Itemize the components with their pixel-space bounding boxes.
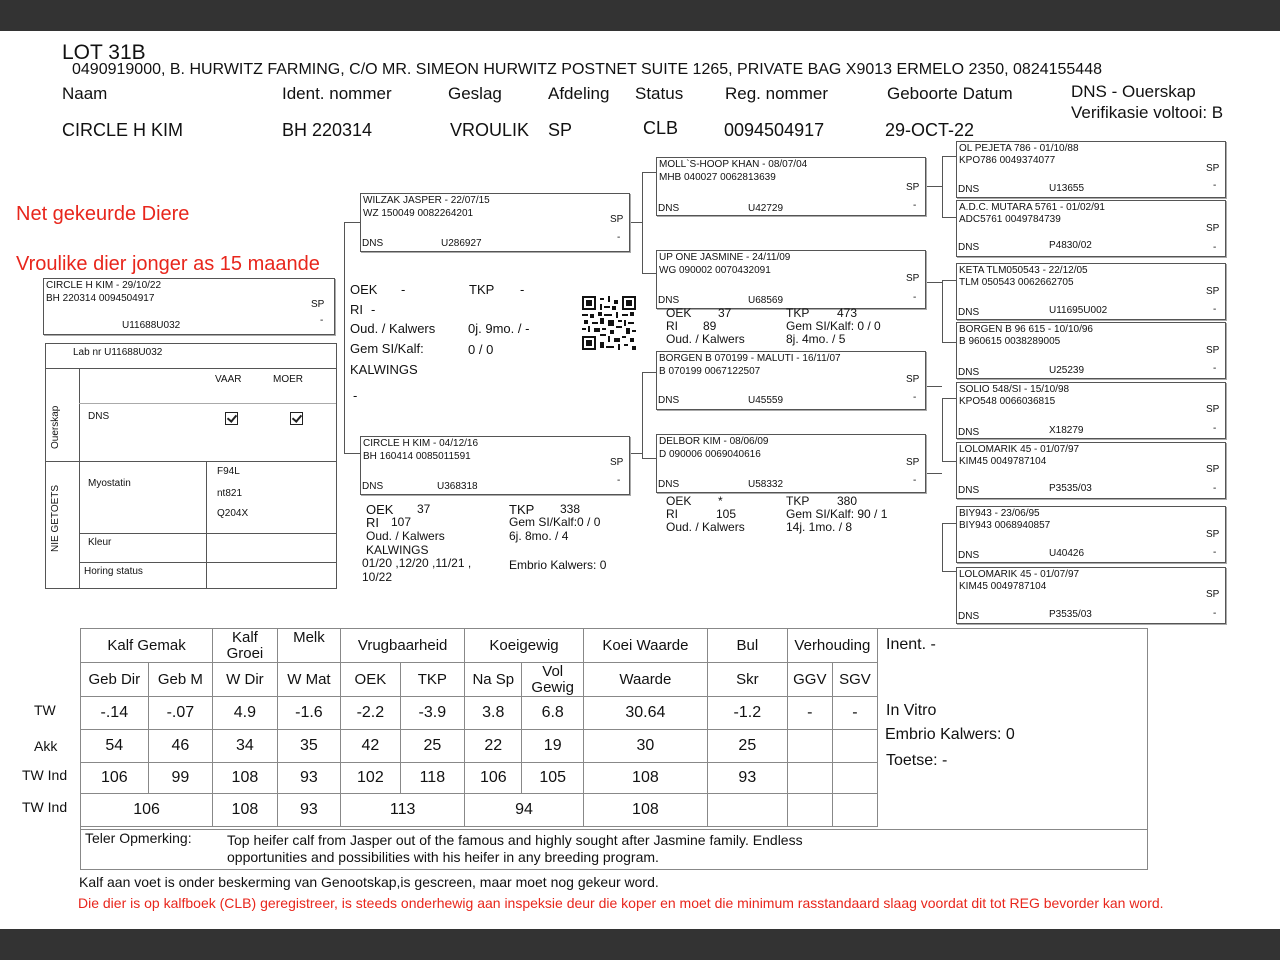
ggp-line1: LOLOMARIK 45 - 01/07/97 bbox=[959, 444, 1080, 455]
gp-line2: WG 090002 0070432091 bbox=[659, 265, 771, 276]
twind-cell bbox=[832, 763, 877, 794]
ggp-code: P3535/03 bbox=[1049, 609, 1092, 620]
twind-cell: 93 bbox=[277, 763, 341, 794]
sire-gem-value: 0 / 0 bbox=[468, 342, 494, 357]
ggp-card-4 bbox=[956, 322, 1226, 379]
akk-cell: 46 bbox=[148, 730, 213, 763]
sire-ri-value: - bbox=[371, 302, 376, 317]
col-vol-gewig: Vol Gewig bbox=[522, 663, 583, 697]
subject-dash: - bbox=[320, 315, 324, 326]
pgd-tkp-value: 473 bbox=[837, 306, 858, 320]
akk-cell: 19 bbox=[522, 730, 583, 763]
bottom-bar bbox=[0, 929, 1280, 960]
ggp-line1: BORGEN B 96 615 - 10/10/96 bbox=[959, 324, 1093, 335]
mgd-ri-label: RI bbox=[666, 507, 678, 521]
tw-cell: -.07 bbox=[148, 697, 213, 730]
ggp-line2: KPO786 0049374077 bbox=[959, 155, 1056, 166]
group-vrugbaarheid: Vrugbaarheid bbox=[341, 629, 465, 663]
twind-cell: 105 bbox=[522, 763, 583, 794]
tw-cell: - bbox=[787, 697, 832, 730]
vaar-check-icon bbox=[225, 412, 238, 425]
twind2-cell: 106 bbox=[81, 794, 213, 827]
dns-ouerskap: DNS - Ouerskap bbox=[1071, 82, 1196, 101]
ggp-sp: SP bbox=[1206, 404, 1220, 415]
sire-gem-label: Gem SI/Kalf: bbox=[350, 341, 424, 356]
ggp-dash: - bbox=[1213, 363, 1217, 374]
seller-info: 0490919000, B. HURWITZ FARMING, C/O MR. SIMEON HURWITZ POSTNET SUITE 1265, PRIVATE BAG X9013 ERMELO 2350, 0824155448 bbox=[72, 61, 1102, 78]
twind-cell: 108 bbox=[213, 763, 278, 794]
side-ouerskap: Ouerskap bbox=[50, 405, 61, 449]
pgd-ri-value: 89 bbox=[703, 319, 717, 333]
side-nie-getoets: NIE GETOETS bbox=[50, 484, 61, 552]
dam-sp: SP bbox=[610, 457, 624, 468]
dam-ri-value: 107 bbox=[391, 515, 412, 529]
col-tkp: TKP bbox=[400, 663, 465, 697]
col-w-dir: W Dir bbox=[213, 663, 278, 697]
ggp-dash: - bbox=[1213, 242, 1217, 253]
mgd-oud-label: Oud. / Kalwers bbox=[666, 520, 745, 534]
sire-line2: WZ 150049 0082264201 bbox=[363, 208, 474, 219]
subject-card bbox=[43, 278, 335, 335]
akk-cell: 54 bbox=[81, 730, 149, 763]
dam-gem: Gem SI/Kalf:0 / 0 bbox=[509, 515, 601, 529]
group-koeigewig: Koeigewig bbox=[465, 629, 584, 663]
group-koei-waarde: Koei Waarde bbox=[583, 629, 707, 663]
ggp-card-5 bbox=[956, 382, 1226, 439]
sire-code: U286927 bbox=[441, 238, 482, 249]
col-ggv: GGV bbox=[787, 663, 832, 697]
teler-text-2: opportunities and possibilities with his heifer in any breeding program. bbox=[227, 849, 659, 865]
dam-dates-1: 01/20 ,12/20 ,11/21 , bbox=[362, 556, 472, 570]
gp-dash: - bbox=[913, 392, 917, 403]
ggp-line2: ADC5761 0049784739 bbox=[959, 214, 1061, 225]
side-invitro: In Vitro bbox=[886, 702, 937, 719]
twind-cell: 106 bbox=[81, 763, 149, 794]
gp-line1: MOLL`S-HOOP KHAN - 08/07/04 bbox=[659, 159, 808, 170]
twind2-cell: 93 bbox=[277, 794, 341, 827]
gp-line1: DELBOR KIM - 08/06/09 bbox=[659, 436, 769, 447]
ggp-code: P4830/02 bbox=[1049, 240, 1092, 251]
lab-horing: Horing status bbox=[84, 566, 143, 577]
akk-cell: 42 bbox=[341, 730, 400, 763]
ggp-line2: BIY943 0068940857 bbox=[959, 520, 1051, 531]
dam-embrio: Embrio Kalwers: 0 bbox=[509, 558, 607, 572]
twind2-cell: 113 bbox=[341, 794, 465, 827]
ggp-dns: DNS bbox=[958, 367, 980, 378]
pgd-gem: Gem SI/Kalf: 0 / 0 bbox=[786, 319, 881, 333]
col-geb-m: Geb M bbox=[148, 663, 213, 697]
gp-dns: DNS bbox=[658, 295, 680, 306]
gp-dns: DNS bbox=[658, 479, 680, 490]
note-gekeurde: Net gekeurde Diere bbox=[16, 203, 190, 225]
ggp-card-3 bbox=[956, 263, 1226, 320]
ggp-sp: SP bbox=[1206, 345, 1220, 356]
ggp-dns: DNS bbox=[958, 242, 980, 253]
gp-sp: SP bbox=[906, 273, 920, 284]
akk-cell bbox=[787, 730, 832, 763]
col-geb-dir: Geb Dir bbox=[81, 663, 149, 697]
row-label-twind: TW Ind bbox=[22, 767, 68, 783]
akk-cell: 34 bbox=[213, 730, 278, 763]
side-inent: Inent. - bbox=[886, 636, 936, 653]
gp-card-3 bbox=[656, 351, 926, 410]
gp-line2: B 070199 0067122507 bbox=[659, 366, 761, 377]
mgd-gem: Gem SI/Kalf: 90 / 1 bbox=[786, 507, 888, 521]
myo-value-3: Q204X bbox=[217, 508, 249, 519]
dam-tkp-label: TKP bbox=[509, 502, 535, 517]
pgd-oek-label: OEK bbox=[666, 306, 692, 320]
ggp-dash: - bbox=[1213, 547, 1217, 558]
tw-cell: -3.9 bbox=[400, 697, 465, 730]
ggp-code: U40426 bbox=[1049, 548, 1085, 559]
tw-cell: 6.8 bbox=[522, 697, 583, 730]
ggp-sp: SP bbox=[1206, 163, 1220, 174]
ggp-line1: A.D.C. MUTARA 5761 - 01/02/91 bbox=[959, 202, 1105, 213]
group-verhouding: Verhouding bbox=[787, 629, 877, 663]
subject-line1: CIRCLE H KIM - 29/10/22 bbox=[46, 280, 162, 291]
col-waarde: Waarde bbox=[583, 663, 707, 697]
lab-box bbox=[45, 343, 337, 589]
gp-code: U58332 bbox=[748, 479, 784, 490]
group-melk: Melk bbox=[277, 629, 341, 663]
ggp-line1: KETA TLM050543 - 22/12/05 bbox=[959, 265, 1088, 276]
ggp-card-6 bbox=[956, 442, 1226, 499]
subject-line2: BH 220314 0094504917 bbox=[46, 293, 155, 304]
tw-cell: -1.2 bbox=[707, 697, 787, 730]
tw-cell: 3.8 bbox=[465, 697, 522, 730]
lab-vaar: VAAR bbox=[215, 374, 242, 385]
animal-ident: BH 220314 bbox=[282, 120, 373, 140]
sire-tkp-value: - bbox=[520, 282, 525, 297]
tw-cell: -2.2 bbox=[341, 697, 400, 730]
ggp-dash: - bbox=[1213, 608, 1217, 619]
sire-kalwings: KALWINGS bbox=[350, 362, 418, 377]
dam-oek-label: OEK bbox=[366, 502, 394, 517]
pgd-oud-label: Oud. / Kalwers bbox=[666, 332, 745, 346]
lab-dns: DNS bbox=[88, 411, 110, 422]
dam-code: U368318 bbox=[437, 481, 478, 492]
col-sgv: SGV bbox=[832, 663, 877, 697]
animal-status: CLB bbox=[643, 118, 679, 138]
ggp-dash: - bbox=[1213, 180, 1217, 191]
ggp-sp: SP bbox=[1206, 464, 1220, 475]
twind-cell: 93 bbox=[707, 763, 787, 794]
lab-nr: Lab nr U11688U032 bbox=[73, 347, 163, 358]
twind-cell bbox=[787, 763, 832, 794]
ggp-dns: DNS bbox=[958, 307, 980, 318]
hdr-status: Status bbox=[635, 84, 684, 103]
sire-card bbox=[360, 193, 630, 252]
dam-line1: CIRCLE H KIM - 04/12/16 bbox=[363, 438, 479, 449]
ggp-card-8 bbox=[956, 567, 1226, 624]
akk-cell: 25 bbox=[707, 730, 787, 763]
gp-card-1 bbox=[656, 157, 926, 216]
ggp-line2: KIM45 0049787104 bbox=[959, 581, 1047, 592]
col-oek: OEK bbox=[341, 663, 400, 697]
ggp-line2: KPO548 0066036815 bbox=[959, 396, 1056, 407]
sire-ri-label: RI bbox=[350, 302, 363, 317]
ggp-card-1 bbox=[956, 141, 1226, 198]
group-kalf-gemak: Kalf Gemak bbox=[81, 629, 213, 663]
ggp-code: P3535/03 bbox=[1049, 483, 1092, 494]
note-vroulike: Vroulike dier jonger as 15 maande bbox=[16, 253, 320, 275]
animal-geboorte: 29-OCT-22 bbox=[885, 120, 975, 140]
col-na-sp: Na Sp bbox=[465, 663, 522, 697]
row-label-twind-2: TW Ind bbox=[22, 799, 68, 815]
ggp-sp: SP bbox=[1206, 589, 1220, 600]
hdr-reg: Reg. nommer bbox=[725, 84, 828, 103]
hdr-naam: Naam bbox=[62, 84, 108, 103]
animal-naam: CIRCLE H KIM bbox=[62, 120, 184, 140]
gp-card-2 bbox=[656, 250, 926, 309]
pgd-tkp-label: TKP bbox=[786, 306, 810, 320]
group-bul: Bul bbox=[707, 629, 787, 663]
twind-cell: 106 bbox=[465, 763, 522, 794]
gp-line2: MHB 040027 0062813639 bbox=[659, 172, 776, 183]
gp-card-4 bbox=[656, 434, 926, 493]
mgd-tkp-label: TKP bbox=[786, 494, 810, 508]
ggp-dns: DNS bbox=[958, 611, 980, 622]
sire-tkp-label: TKP bbox=[469, 282, 495, 297]
sire-oud-label: Oud. / Kalwers bbox=[350, 321, 436, 336]
pgd-oek-value: 37 bbox=[718, 306, 732, 320]
gp-code: U45559 bbox=[748, 395, 784, 406]
twind2-cell: 108 bbox=[583, 794, 707, 827]
tw-cell: 30.64 bbox=[583, 697, 707, 730]
ggp-line1: OL PEJETA 786 - 01/10/88 bbox=[959, 143, 1079, 154]
row-label-akk: Akk bbox=[34, 738, 58, 754]
sire-dash: - bbox=[617, 232, 621, 243]
gp-line2: D 090006 0069040616 bbox=[659, 449, 761, 460]
dam-kalwings: KALWINGS bbox=[366, 543, 429, 557]
sire-oek-value: - bbox=[401, 282, 406, 297]
subject-sp: SP bbox=[311, 299, 325, 310]
gp-dash: - bbox=[913, 292, 917, 303]
dam-oek-value: 37 bbox=[417, 502, 431, 516]
myo-value-1: F94L bbox=[217, 466, 240, 477]
ggp-dash: - bbox=[1213, 423, 1217, 434]
ggp-line2: TLM 050543 0062662705 bbox=[959, 277, 1074, 288]
akk-cell: 35 bbox=[277, 730, 341, 763]
ggp-dns: DNS bbox=[958, 485, 980, 496]
ggp-dash: - bbox=[1213, 304, 1217, 315]
ggp-line2: B 960615 0038289005 bbox=[959, 336, 1061, 347]
pgd-age: 8j. 4mo. / 5 bbox=[786, 332, 846, 346]
lot-number: LOT 31B bbox=[62, 41, 146, 64]
ggp-line1: SOLIO 548/SI - 15/10/98 bbox=[959, 384, 1070, 395]
animal-geslag: VROULIK bbox=[450, 120, 530, 140]
dam-tkp-value: 338 bbox=[560, 502, 581, 516]
twind2-cell: 94 bbox=[465, 794, 584, 827]
qr-code bbox=[582, 296, 636, 350]
twind-cell: 118 bbox=[400, 763, 465, 794]
ggp-sp: SP bbox=[1206, 286, 1220, 297]
gp-dns: DNS bbox=[658, 395, 680, 406]
pgd-ri-label: RI bbox=[666, 319, 678, 333]
row-label-tw: TW bbox=[34, 702, 56, 718]
ggp-dns: DNS bbox=[958, 427, 980, 438]
lab-myostatin: Myostatin bbox=[88, 478, 131, 489]
gp-code: U68569 bbox=[748, 295, 784, 306]
col-w-mat: W Mat bbox=[277, 663, 341, 697]
footer-note: Kalf aan voet is onder beskerming van Genootskap,is gescreen, maar moet nog gekeur word. bbox=[79, 874, 659, 890]
gp-code: U42729 bbox=[748, 203, 784, 214]
myo-value-2: nt821 bbox=[217, 488, 243, 499]
ggp-sp: SP bbox=[1206, 223, 1220, 234]
dam-dates-2: 10/22 bbox=[362, 570, 393, 584]
hdr-geslag: Geslag bbox=[448, 84, 502, 103]
dam-dash: - bbox=[617, 475, 621, 486]
group-kalf-groei: Kalf Groei bbox=[213, 629, 278, 663]
gp-line1: UP ONE JASMINE - 24/11/09 bbox=[659, 252, 791, 263]
sire-oek-label: OEK bbox=[350, 282, 378, 297]
teler-label: Teler Opmerking: bbox=[85, 830, 192, 846]
sire-sp: SP bbox=[610, 214, 624, 225]
dam-oud-label: Oud. / Kalwers bbox=[366, 529, 445, 543]
ggp-code: U25239 bbox=[1049, 365, 1085, 376]
dam-age: 6j. 8mo. / 4 bbox=[509, 529, 569, 543]
ggp-dns: DNS bbox=[958, 550, 980, 561]
ggp-sp: SP bbox=[1206, 529, 1220, 540]
dam-card bbox=[360, 436, 630, 495]
side-toetse: Toetse: - bbox=[886, 752, 948, 769]
dam-dns: DNS bbox=[362, 481, 384, 492]
subject-code: U11688U032 bbox=[122, 320, 181, 331]
dam-line2: BH 160414 0085011591 bbox=[363, 451, 471, 462]
sire-kalwings-value: - bbox=[353, 388, 358, 403]
gp-sp: SP bbox=[906, 182, 920, 193]
ggp-card-2 bbox=[956, 200, 1226, 257]
verifikasie: Verifikasie voltooi: B bbox=[1071, 103, 1224, 122]
twind-cell: 99 bbox=[148, 763, 213, 794]
traits-table bbox=[80, 628, 878, 827]
gp-dash: - bbox=[913, 475, 917, 486]
mgd-age: 14j. 1mo. / 8 bbox=[786, 520, 853, 534]
ggp-code: U11695U002 bbox=[1049, 305, 1108, 316]
hdr-geboorte: Geboorte Datum bbox=[887, 84, 1013, 103]
gp-sp: SP bbox=[906, 457, 920, 468]
top-bar bbox=[0, 0, 1280, 31]
tw-cell: 4.9 bbox=[213, 697, 278, 730]
akk-cell bbox=[832, 730, 877, 763]
sire-oud-value: 0j. 9mo. / - bbox=[468, 321, 530, 336]
akk-cell: 25 bbox=[400, 730, 465, 763]
dam-ri-label: RI bbox=[366, 515, 379, 530]
ggp-dash: - bbox=[1213, 483, 1217, 494]
ggp-line1: LOLOMARIK 45 - 01/07/97 bbox=[959, 569, 1080, 580]
side-embrio: Embrio Kalwers: 0 bbox=[885, 726, 1015, 743]
ggp-card-7 bbox=[956, 506, 1226, 563]
mgd-tkp-value: 380 bbox=[837, 494, 858, 508]
ggp-code: U13655 bbox=[1049, 183, 1085, 194]
sire-dns: DNS bbox=[362, 238, 384, 249]
moer-check-icon bbox=[290, 412, 303, 425]
lab-kleur: Kleur bbox=[88, 537, 112, 548]
hdr-ident: Ident. nommer bbox=[282, 84, 392, 103]
animal-afdeling: SP bbox=[548, 120, 573, 140]
tw-cell: -.14 bbox=[81, 697, 149, 730]
tw-cell: -1.6 bbox=[277, 697, 341, 730]
ggp-code: X18279 bbox=[1049, 425, 1084, 436]
mgd-ri-value: 105 bbox=[716, 507, 737, 521]
teler-text-1: Top heifer calf from Jasper out of the famous and highly sought after Jasmine family. Endless bbox=[227, 832, 803, 848]
hdr-afdeling: Afdeling bbox=[548, 84, 610, 103]
akk-cell: 22 bbox=[465, 730, 522, 763]
gp-dns: DNS bbox=[658, 203, 680, 214]
akk-cell: 30 bbox=[583, 730, 707, 763]
animal-reg: 0094504917 bbox=[724, 120, 825, 140]
footer-warning: Die dier is op kalfboek (CLB) geregistreer, is steeds onderhewig aan inspeksie deur die koper en moet die minimum rasstandaard slaag voordat dit tot REG bevorder kan word. bbox=[78, 895, 1164, 911]
lab-moer: MOER bbox=[273, 374, 303, 385]
mgd-oek-value: * bbox=[718, 494, 723, 508]
twind-cell: 108 bbox=[583, 763, 707, 794]
twind2-cell: 108 bbox=[213, 794, 278, 827]
tw-cell: - bbox=[832, 697, 877, 730]
gp-dash: - bbox=[913, 200, 917, 211]
mgd-oek-label: OEK bbox=[666, 494, 692, 508]
col-skr: Skr bbox=[707, 663, 787, 697]
gp-line1: BORGEN B 070199 - MALUTI - 16/11/07 bbox=[659, 353, 841, 364]
ggp-line1: BIY943 - 23/06/95 bbox=[959, 508, 1040, 519]
ggp-dns: DNS bbox=[958, 184, 980, 195]
twind-cell: 102 bbox=[341, 763, 400, 794]
sire-line1: WILZAK JASPER - 22/07/15 bbox=[363, 195, 490, 206]
gp-sp: SP bbox=[906, 374, 920, 385]
ggp-line2: KIM45 0049787104 bbox=[959, 456, 1047, 467]
